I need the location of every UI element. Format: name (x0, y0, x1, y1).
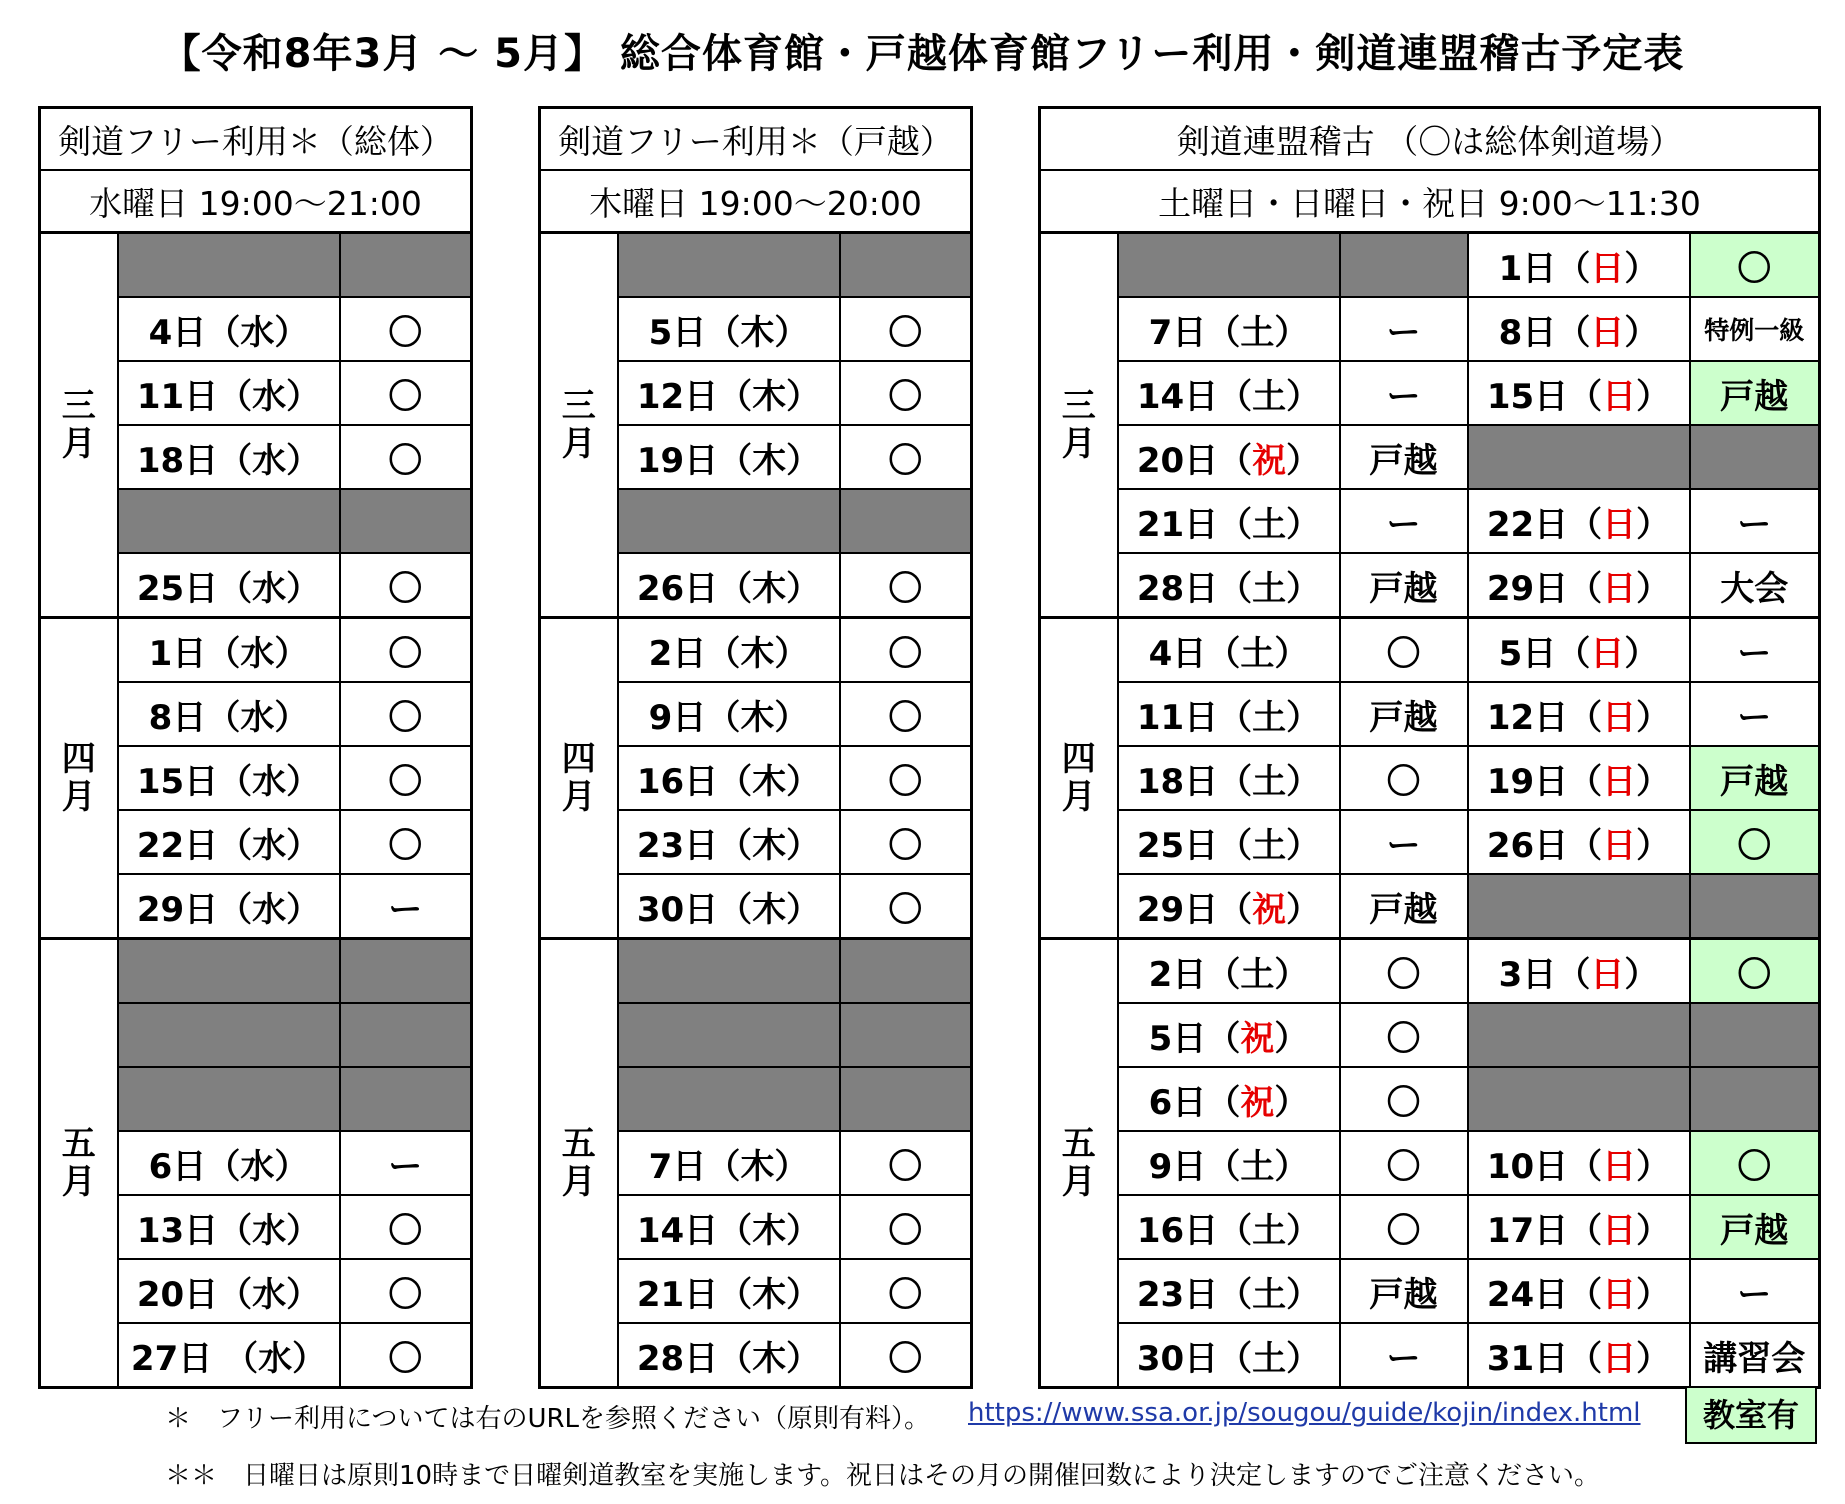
date-cell: 25日（水） (118, 553, 340, 618)
status-cell (840, 489, 972, 553)
sunday-status: 大会 (1690, 553, 1820, 618)
status-cell: 〇 (340, 553, 472, 618)
saturday-status: 戸越 (1340, 553, 1468, 618)
date-cell (618, 1003, 840, 1067)
status-cell (340, 1003, 472, 1067)
holiday-mark: 祝 (1240, 1082, 1275, 1123)
month-label: 四 月 (40, 618, 118, 939)
status-cell: 〇 (840, 297, 972, 361)
status-cell: 〇 (340, 810, 472, 874)
holiday-mark: 日 (1602, 1274, 1637, 1315)
holiday-mark: 日 (1590, 312, 1625, 353)
saturday-status: 〇 (1340, 1131, 1468, 1195)
date-cell: 16日（木） (618, 746, 840, 810)
status-cell: 〇 (840, 425, 972, 489)
holiday-mark: 日 (1590, 954, 1625, 995)
table-row (1040, 1323, 1820, 1388)
saturday-status: ー (1340, 1323, 1468, 1388)
date-cell: 23日（土） (1118, 1259, 1340, 1323)
month-label: 三 月 (1040, 233, 1118, 618)
month-label: 五 月 (540, 939, 618, 1388)
sunday-status: 〇 (1690, 233, 1820, 298)
saturday-status: 戸越 (1340, 874, 1468, 939)
date-cell (618, 233, 840, 298)
date-cell: 6日（水） (118, 1131, 340, 1195)
date-cell: 9日（土） (1118, 1131, 1340, 1195)
saturday-status: 〇 (1340, 746, 1468, 810)
table-row (1040, 553, 1820, 618)
status-cell: 〇 (340, 746, 472, 810)
month-label: 四 月 (540, 618, 618, 939)
date-cell (1468, 1003, 1690, 1067)
date-cell (1468, 874, 1690, 939)
date-cell: 6日（祝） (1118, 1067, 1340, 1131)
holiday-mark: 日 (1602, 697, 1637, 738)
date-cell (1468, 1067, 1690, 1131)
status-cell (340, 233, 472, 298)
table-row (1040, 1003, 1820, 1067)
holiday-mark: 祝 (1252, 889, 1287, 930)
sunday-status: ー (1690, 1259, 1820, 1323)
sunday-status: 〇 (1690, 810, 1820, 874)
page-title: 【令和8年3月 ～ 5月】 総合体育館・戸越体育館フリー利用・剣道連盟稽古予定表 (160, 31, 1685, 77)
saturday-status: 〇 (1340, 1003, 1468, 1067)
table-row (540, 939, 972, 1004)
footnote-free-use: ＊ フリー利用については右のURLを参照ください（原則有料）。 (165, 1404, 931, 1434)
date-cell: 24日（日） (1468, 1259, 1690, 1323)
date-cell: 10日（日） (1468, 1131, 1690, 1195)
date-cell: 3日（日） (1468, 939, 1690, 1004)
date-cell: 12日（日） (1468, 682, 1690, 746)
status-cell: 〇 (840, 1323, 972, 1388)
date-cell: 26日（日） (1468, 810, 1690, 874)
table-row (1040, 425, 1820, 489)
saturday-status: 戸越 (1340, 1259, 1468, 1323)
date-cell: 5日（日） (1468, 618, 1690, 683)
table-row (1040, 874, 1820, 939)
date-cell: 14日（木） (618, 1195, 840, 1259)
status-cell: 〇 (340, 297, 472, 361)
date-cell: 1日（日） (1468, 233, 1690, 298)
holiday-mark: 日 (1602, 761, 1637, 802)
date-cell: 28日（木） (618, 1323, 840, 1388)
date-cell: 19日（木） (618, 425, 840, 489)
footnote-sunday: ＊＊ 日曜日は原則10時まで日曜剣道教室を実施します。祝日はその月の開催回数により決定しますのでご注意ください。 (165, 1461, 1601, 1491)
table-row (1040, 361, 1820, 425)
status-cell: 〇 (340, 425, 472, 489)
table-subheader: 木曜日 19:00～20:00 (540, 170, 972, 233)
table-row (1040, 1067, 1820, 1131)
date-cell: 15日（日） (1468, 361, 1690, 425)
guide-link[interactable]: https://www.ssa.or.jp/sougou/guide/kojin/index.html (968, 1398, 1641, 1428)
sunday-status (1690, 874, 1820, 939)
sunday-status (1690, 1067, 1820, 1131)
table-row (1040, 233, 1820, 298)
date-cell: 2日（土） (1118, 939, 1340, 1004)
holiday-mark: 日 (1602, 825, 1637, 866)
date-cell: 8日（日） (1468, 297, 1690, 361)
table-row (1040, 1195, 1820, 1259)
sunday-status: ー (1690, 489, 1820, 553)
status-cell (340, 1067, 472, 1131)
month-label: 五 月 (1040, 939, 1118, 1388)
date-cell: 19日（日） (1468, 746, 1690, 810)
date-cell: 11日（土） (1118, 682, 1340, 746)
date-cell: 2日（木） (618, 618, 840, 683)
date-cell: 23日（木） (618, 810, 840, 874)
kendo-federation-practice-table (1038, 106, 1821, 1389)
table-header: 剣道連盟稽古 （〇は総体剣道場） (1040, 108, 1820, 171)
status-cell: 〇 (340, 1259, 472, 1323)
saturday-status: ー (1340, 361, 1468, 425)
status-cell: ー (340, 1131, 472, 1195)
date-cell: 14日（土） (1118, 361, 1340, 425)
status-cell: 〇 (840, 1259, 972, 1323)
table-row (1040, 297, 1820, 361)
date-cell: 21日（土） (1118, 489, 1340, 553)
date-cell (1468, 425, 1690, 489)
status-cell (840, 1067, 972, 1131)
date-cell (118, 939, 340, 1004)
date-cell (618, 1067, 840, 1131)
holiday-mark: 祝 (1252, 440, 1287, 481)
date-cell: 15日（水） (118, 746, 340, 810)
date-cell: 1日（水） (118, 618, 340, 683)
date-cell: 5日（木） (618, 297, 840, 361)
date-cell: 11日（水） (118, 361, 340, 425)
status-cell: 〇 (840, 874, 972, 939)
date-cell: 29日（水） (118, 874, 340, 939)
date-cell: 16日（土） (1118, 1195, 1340, 1259)
date-cell (118, 1067, 340, 1131)
sunday-status: 特例一級 (1690, 297, 1820, 361)
sunday-status: ー (1690, 682, 1820, 746)
saturday-status: 戸越 (1340, 682, 1468, 746)
status-cell: 〇 (840, 746, 972, 810)
date-cell: 29日（日） (1468, 553, 1690, 618)
date-cell: 28日（土） (1118, 553, 1340, 618)
table-row (40, 618, 472, 683)
status-cell: ー (340, 874, 472, 939)
date-cell: 18日（土） (1118, 746, 1340, 810)
month-label: 五 月 (40, 939, 118, 1388)
status-cell: 〇 (340, 682, 472, 746)
status-cell: 〇 (840, 1195, 972, 1259)
status-cell: 〇 (840, 618, 972, 683)
status-cell: 〇 (840, 553, 972, 618)
date-cell: 29日（祝） (1118, 874, 1340, 939)
status-cell: 〇 (340, 1195, 472, 1259)
month-label: 四 月 (1040, 618, 1118, 939)
date-cell: 30日（木） (618, 874, 840, 939)
status-cell (840, 233, 972, 298)
date-cell: 7日（木） (618, 1131, 840, 1195)
saturday-status: 〇 (1340, 1067, 1468, 1131)
table-row (1040, 939, 1820, 1004)
free-use-togoshi-table (538, 106, 973, 1389)
saturday-status: ー (1340, 297, 1468, 361)
status-cell (340, 489, 472, 553)
holiday-mark: 日 (1602, 504, 1637, 545)
date-cell: 18日（水） (118, 425, 340, 489)
sunday-status: 戸越 (1690, 1195, 1820, 1259)
date-cell: 9日（木） (618, 682, 840, 746)
table-row (40, 939, 472, 1004)
date-cell: 4日（土） (1118, 618, 1340, 683)
date-cell: 22日（水） (118, 810, 340, 874)
status-cell: 〇 (840, 810, 972, 874)
holiday-mark: 日 (1602, 1210, 1637, 1251)
holiday-mark: 日 (1590, 633, 1625, 674)
date-cell (1118, 233, 1340, 298)
table-row (1040, 618, 1820, 683)
free-use-sougou-table (38, 106, 473, 1389)
date-cell (118, 233, 340, 298)
status-cell: 〇 (340, 1323, 472, 1388)
saturday-status: ー (1340, 810, 1468, 874)
date-cell: 5日（祝） (1118, 1003, 1340, 1067)
table-row (1040, 489, 1820, 553)
holiday-mark: 日 (1602, 1338, 1637, 1379)
holiday-mark: 日 (1590, 248, 1625, 289)
date-cell: 25日（土） (1118, 810, 1340, 874)
table-header: 剣道フリー利用＊（戸越） (540, 108, 972, 171)
status-cell: 〇 (840, 682, 972, 746)
table-subheader: 水曜日 19:00～21:00 (40, 170, 472, 233)
date-cell: 27日 （水） (118, 1323, 340, 1388)
table-row (1040, 1259, 1820, 1323)
date-cell (118, 1003, 340, 1067)
date-cell: 8日（水） (118, 682, 340, 746)
status-cell: 〇 (340, 618, 472, 683)
saturday-status: 〇 (1340, 939, 1468, 1004)
table-subheader: 土曜日・日曜日・祝日 9:00～11:30 (1040, 170, 1820, 233)
status-cell: 〇 (840, 361, 972, 425)
table-row (40, 233, 472, 298)
date-cell (618, 939, 840, 1004)
table-row (1040, 746, 1820, 810)
table-row (1040, 810, 1820, 874)
sunday-status: 講習会 (1690, 1323, 1820, 1388)
date-cell: 21日（木） (618, 1259, 840, 1323)
sunday-status (1690, 425, 1820, 489)
status-cell: 〇 (840, 1131, 972, 1195)
saturday-status (1340, 233, 1468, 298)
date-cell: 4日（水） (118, 297, 340, 361)
saturday-status: 戸越 (1340, 425, 1468, 489)
date-cell: 17日（日） (1468, 1195, 1690, 1259)
date-cell: 13日（水） (118, 1195, 340, 1259)
date-cell: 12日（木） (618, 361, 840, 425)
sunday-status: ー (1690, 618, 1820, 683)
date-cell (618, 489, 840, 553)
status-cell (340, 939, 472, 1004)
date-cell: 26日（木） (618, 553, 840, 618)
sunday-status: 〇 (1690, 939, 1820, 1004)
sunday-status: 〇 (1690, 1131, 1820, 1195)
holiday-mark: 祝 (1240, 1018, 1275, 1059)
class-badge: 教室有 (1685, 1386, 1817, 1444)
holiday-mark: 日 (1602, 1146, 1637, 1187)
date-cell: 20日（祝） (1118, 425, 1340, 489)
sunday-status: 戸越 (1690, 746, 1820, 810)
table-row (540, 618, 972, 683)
table-row (1040, 1131, 1820, 1195)
table-row (1040, 682, 1820, 746)
sunday-status (1690, 1003, 1820, 1067)
date-cell: 22日（日） (1468, 489, 1690, 553)
status-cell (840, 939, 972, 1004)
status-cell (840, 1003, 972, 1067)
holiday-mark: 日 (1602, 376, 1637, 417)
saturday-status: ー (1340, 489, 1468, 553)
status-cell: 〇 (340, 361, 472, 425)
sunday-status: 戸越 (1690, 361, 1820, 425)
date-cell (118, 489, 340, 553)
holiday-mark: 日 (1602, 568, 1637, 609)
date-cell: 30日（土） (1118, 1323, 1340, 1388)
month-label: 三 月 (40, 233, 118, 618)
date-cell: 7日（土） (1118, 297, 1340, 361)
saturday-status: 〇 (1340, 1195, 1468, 1259)
date-cell: 20日（水） (118, 1259, 340, 1323)
saturday-status: 〇 (1340, 618, 1468, 683)
table-header: 剣道フリー利用＊（総体） (40, 108, 472, 171)
table-row (540, 233, 972, 298)
date-cell: 31日（日） (1468, 1323, 1690, 1388)
month-label: 三 月 (540, 233, 618, 618)
